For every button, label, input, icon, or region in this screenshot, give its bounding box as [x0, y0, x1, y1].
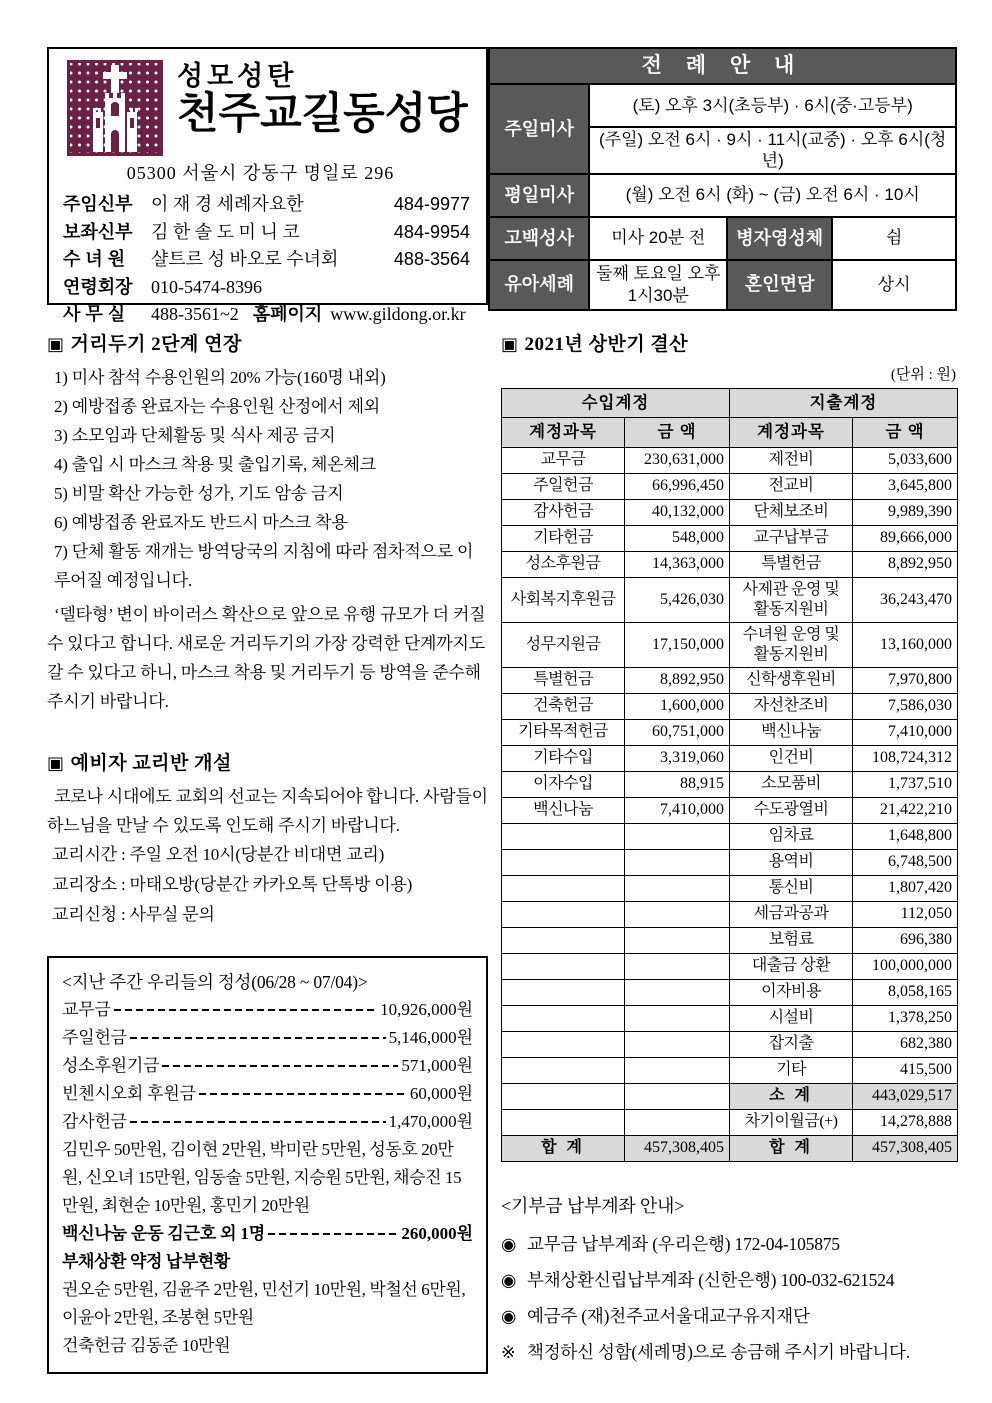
- income-account-cell: 성소후원금: [502, 551, 625, 577]
- sunday-mass-label: 주일미사: [489, 84, 589, 174]
- expense-account-cell: 제전비: [729, 447, 852, 473]
- income-account-cell: 성무지원금: [502, 622, 625, 667]
- section-catechism: [47, 748, 488, 930]
- contact-value: www.gildong.or.kr: [330, 304, 466, 324]
- contact-phone: 488-3564: [393, 249, 470, 269]
- marriage-interview-value: 상시: [832, 260, 956, 310]
- donation-vaccine-label: 백신나눔 운동 김근호 외 1명: [62, 1223, 265, 1243]
- unit-note: (단위 : 원): [890, 366, 956, 383]
- income-account-cell: 기타목적헌금: [502, 719, 625, 745]
- income-amount-cell: [625, 1057, 730, 1083]
- finance-row: [502, 771, 958, 797]
- income-account-cell: [502, 1109, 625, 1135]
- expense-amount-cell: 108,724,312: [853, 745, 958, 771]
- weekday-mass-value: (월) 오전 6시 (화) ~ (금) 오전 6시 · 10시: [589, 174, 956, 217]
- content: [47, 329, 957, 1374]
- distancing-item: 1) 미사 참석 수용인원의 20% 가능(160명 내외): [54, 367, 386, 387]
- debt-repayment-names: 권오순 5만원, 김윤주 2만원, 민선기 10만원, 박철선 6만원, 이윤아 2만원, 조봉현 5만원: [62, 1279, 466, 1327]
- sick-communion-label: 병자영성체: [727, 217, 832, 260]
- income-amount-cell: [625, 927, 730, 953]
- income-amount-cell: [625, 979, 730, 1005]
- finance-row: [502, 1031, 958, 1057]
- expense-account-cell: 보험료: [729, 927, 852, 953]
- expense-amount-cell: 13,160,000: [853, 622, 958, 667]
- income-account-cell: 기타헌금: [502, 525, 625, 551]
- donation-label: 감사헌금: [62, 1111, 127, 1131]
- finance-row: [502, 1109, 958, 1135]
- expense-amount-cell: 7,410,000: [853, 719, 958, 745]
- expense-account-cell: 전교비: [729, 473, 852, 499]
- account-line: [501, 1298, 958, 1334]
- catechism-detail: 교리시간 : 주일 오전 10시(당분간 비대면 교리): [52, 844, 385, 864]
- expense-amount-cell: 1,737,510: [853, 771, 958, 797]
- contact-value: 488-3561~2: [151, 304, 239, 324]
- church-subtitle: 성모성탄: [177, 61, 298, 91]
- account-line: [501, 1226, 958, 1262]
- church-title-block: [177, 60, 468, 140]
- catechism-detail: 교리신청 : 사무실 문의: [52, 904, 215, 924]
- finance-row: [502, 551, 958, 577]
- left-column: [47, 329, 488, 1374]
- section-title: [47, 329, 488, 356]
- income-account-cell: 합 계: [502, 1135, 625, 1161]
- income-amount-cell: [625, 1109, 730, 1135]
- confession-label: 고백성사: [489, 217, 589, 260]
- expense-amount-cell: 9,989,390: [853, 499, 958, 525]
- expense-account-cell: 신학생후원비: [729, 667, 852, 693]
- expense-account-cell: 차기이월금(+): [729, 1109, 852, 1135]
- income-account-cell: [502, 953, 625, 979]
- account-info: [501, 1192, 958, 1370]
- settlement-title: [501, 329, 958, 356]
- contact-row: [63, 219, 476, 247]
- contact-row: [63, 246, 476, 274]
- expense-amount-cell: 36,243,470: [853, 577, 958, 622]
- finance-row: [502, 823, 958, 849]
- bullet-icon: ◉: [501, 1233, 517, 1254]
- weekday-mass-label: 평일미사: [489, 174, 589, 217]
- catechism-paragraph: 코로나 시대에도 교회의 선교는 지속되어야 합니다. 사람들이 하느님을 만날 수 있도록 인도해 주시기 바랍니다.: [47, 786, 488, 835]
- expense-account-cell: 합 계: [729, 1135, 852, 1161]
- contact-label: 홈페이지: [252, 304, 323, 324]
- expense-account-cell: 교구납부금: [729, 525, 852, 551]
- income-amount-cell: 7,410,000: [625, 797, 730, 823]
- income-amount-cell: [625, 1005, 730, 1031]
- finance-row: [502, 927, 958, 953]
- section-distancing: [47, 329, 488, 716]
- donation-label: 빈첸시오회 후원금: [62, 1083, 196, 1103]
- infant-baptism-value: 둘째 토요일 오후 1시30분: [589, 260, 727, 310]
- expense-amount-cell: 8,058,165: [853, 979, 958, 1005]
- account-line-text: 책정하신 성함(세례명)으로 송금해 주시기 바랍니다.: [527, 1341, 910, 1362]
- marriage-interview-label: 혼인면담: [727, 260, 832, 310]
- expense-account-cell: 시설비: [729, 1005, 852, 1031]
- donation-amount-list: [62, 996, 473, 1136]
- expense-amount-cell: 682,380: [853, 1031, 958, 1057]
- expense-account-cell: 용역비: [729, 849, 852, 875]
- masthead: [47, 47, 957, 324]
- income-account-cell: 이자수입: [502, 771, 625, 797]
- donation-row: [62, 1080, 473, 1108]
- expense-account-cell: 특별헌금: [729, 551, 852, 577]
- income-account-cell: [502, 875, 625, 901]
- income-account-cell: 특별헌금: [502, 667, 625, 693]
- expense-amount-cell: 5,033,600: [853, 447, 958, 473]
- income-amount-cell: 3,319,060: [625, 745, 730, 771]
- bullet-icon: ◉: [501, 1305, 517, 1326]
- income-account-cell: [502, 1031, 625, 1057]
- finance-row: [502, 1005, 958, 1031]
- expense-account-cell: 수녀원 운영 및 활동지원비: [729, 622, 852, 667]
- donation-label: 주일헌금: [62, 1027, 127, 1047]
- contact-label: 보좌신부: [63, 221, 133, 242]
- distancing-item: 7) 단체 활동 재개는 방역당국의 지침에 따라 점차적으로 이루어질 예정입니다.: [54, 541, 474, 590]
- church-title: 천주교길동성당: [177, 90, 468, 139]
- finance-row: [502, 719, 958, 745]
- finance-row: [502, 447, 958, 473]
- church-info-box: [47, 47, 488, 324]
- expense-amount-cell: 112,050: [853, 901, 958, 927]
- finance-row: [502, 875, 958, 901]
- income-amount-cell: 8,892,950: [625, 667, 730, 693]
- expense-account-cell: 자선찬조비: [729, 693, 852, 719]
- finance-row: [502, 499, 958, 525]
- income-amount-cell: 5,426,030: [625, 577, 730, 622]
- expense-account-cell: 단체보조비: [729, 499, 852, 525]
- contact-phone: 484-9977: [393, 194, 470, 214]
- expense-account-cell: 세금과공과: [729, 901, 852, 927]
- income-amount-cell: 14,363,000: [625, 551, 730, 577]
- settlement-table: [501, 388, 958, 1162]
- section-bullet-icon: ▣: [501, 333, 519, 354]
- donation-amount: 571,000원: [401, 1055, 473, 1075]
- finance-row: [502, 667, 958, 693]
- account-line-text: 예금주 (재)천주교서울대교구유지재단: [527, 1305, 810, 1326]
- contact-label: 사 무 실: [63, 304, 126, 324]
- distancing-item: 2) 예방접종 완료자는 수용인원 산정에서 제외: [54, 396, 381, 416]
- expense-account-cell: 수도광열비: [729, 797, 852, 823]
- settlement-column-header: [502, 418, 958, 448]
- donation-amount: 60,000원: [409, 1083, 473, 1103]
- finance-row: [502, 525, 958, 551]
- expense-account-cell: 임차료: [729, 823, 852, 849]
- income-amount-cell: 88,915: [625, 771, 730, 797]
- donation-amount: 1,470,000원: [388, 1111, 473, 1131]
- income-amount-cell: [625, 849, 730, 875]
- finance-row: [502, 693, 958, 719]
- income-group-header: 수입계정: [502, 388, 730, 418]
- finance-row: [502, 745, 958, 771]
- expense-group-header: 지출계정: [729, 388, 957, 418]
- settlement-group-header: [502, 388, 958, 418]
- distancing-item: 3) 소모임과 단체활동 및 식사 제공 금지: [54, 425, 336, 445]
- finance-row: [502, 1057, 958, 1083]
- income-amount-cell: [625, 1083, 730, 1109]
- expense-amount-cell: 1,648,800: [853, 823, 958, 849]
- account-line-list: [501, 1226, 958, 1370]
- income-amount-cell: 457,308,405: [625, 1135, 730, 1161]
- donation-row: [62, 1024, 473, 1052]
- account-line-text: 교무금 납부계좌 (우리은행) 172-04-105875: [527, 1233, 840, 1254]
- income-account-cell: 백신나눔: [502, 797, 625, 823]
- debt-repayment-title: 부채상환 약정 납부현황: [62, 1251, 230, 1271]
- income-amount-cell: [625, 823, 730, 849]
- account-info-title: <기부금 납부계좌 안내>: [501, 1195, 685, 1216]
- bullet-icon: ※: [501, 1341, 516, 1362]
- section-title-text: 2021년 상반기 결산: [524, 333, 689, 355]
- right-column: [501, 329, 958, 1374]
- expense-amount-cell: 100,000,000: [853, 953, 958, 979]
- account-line-text: 부채상환신립납부계좌 (신한은행) 100-032-621524: [527, 1269, 895, 1290]
- finance-row: [502, 577, 958, 622]
- logo-row: [67, 60, 476, 156]
- dash-line-icon: [130, 1121, 386, 1123]
- contact-row: [63, 191, 476, 219]
- section-bullet-icon: ▣: [47, 752, 65, 773]
- dash-line-icon: [114, 1009, 377, 1011]
- finance-row: [502, 901, 958, 927]
- distancing-item-list: [47, 363, 488, 595]
- donation-amount: 5,146,000원: [388, 1027, 473, 1047]
- expense-amount-cell: 6,748,500: [853, 849, 958, 875]
- income-amount-cell: 40,132,000: [625, 499, 730, 525]
- finance-row: [502, 1135, 958, 1161]
- donation-box: [47, 956, 488, 1374]
- finance-row: [502, 849, 958, 875]
- expense-account-cell: 대출금 상환: [729, 953, 852, 979]
- expense-amount-cell: 457,308,405: [853, 1135, 958, 1161]
- infant-baptism-label: 유아세례: [489, 260, 589, 310]
- income-amount-cell: 1,600,000: [625, 693, 730, 719]
- church-logo-icon: [67, 60, 163, 156]
- income-account-cell: 교무금: [502, 447, 625, 473]
- income-amount-cell: [625, 875, 730, 901]
- expense-amount-cell: 14,278,888: [853, 1109, 958, 1135]
- expense-account-cell: 소 계: [729, 1083, 852, 1109]
- income-amount-cell: [625, 953, 730, 979]
- income-account-cell: 기타수입: [502, 745, 625, 771]
- income-account-cell: [502, 1057, 625, 1083]
- bullet-icon: ◉: [501, 1269, 517, 1290]
- income-amount-cell: 17,150,000: [625, 622, 730, 667]
- expense-account-cell: 인건비: [729, 745, 852, 771]
- donation-vaccine-amount: 260,000원: [401, 1223, 473, 1243]
- donation-row: [62, 1108, 473, 1136]
- income-amount-cell: 230,631,000: [625, 447, 730, 473]
- expense-amount-cell: 21,422,210: [853, 797, 958, 823]
- income-amount-header: 금 액: [625, 418, 730, 448]
- contact-row: [63, 301, 476, 329]
- finance-row: [502, 797, 958, 823]
- distancing-paragraph: ‘델타형’ 변이 바이러스 확산으로 앞으로 유행 규모가 더 커질 수 있다고 합니다. 새로운 거리두기의 가장 강력한 단계까지도 갈 수 있다고 하니, 마스크 착용 및 거리두기 등 방역을 준수해 주시기 바랍니다.: [47, 604, 486, 711]
- catechism-detail-list: [47, 840, 488, 930]
- section-title-text: 예비자 교리반 개설: [70, 752, 232, 774]
- finance-row: [502, 622, 958, 667]
- account-line: [501, 1334, 958, 1370]
- contact-phone: 484-9954: [393, 221, 470, 242]
- finance-row: [502, 473, 958, 499]
- contact-row: [63, 274, 476, 302]
- income-account-cell: [502, 849, 625, 875]
- income-account-cell: [502, 901, 625, 927]
- expense-amount-cell: 443,029,517: [853, 1083, 958, 1109]
- donation-vaccine-row: [62, 1220, 473, 1248]
- expense-amount-cell: 8,892,950: [853, 551, 958, 577]
- donation-label: 교무금: [62, 999, 111, 1019]
- expense-account-cell: 통신비: [729, 875, 852, 901]
- sunday-mass-saturday: (토) 오후 3시(초등부) · 6시(중·고등부): [589, 84, 956, 127]
- church-address: 05300 서울시 강동구 명일로 296: [126, 163, 395, 183]
- expense-account-header: 계정과목: [729, 418, 852, 448]
- donation-row: [62, 996, 473, 1024]
- catechism-detail: 교리장소 : 마태오방(당분간 카카오톡 단톡방 이용): [52, 874, 413, 894]
- expense-amount-cell: 1,807,420: [853, 875, 958, 901]
- income-account-cell: [502, 1005, 625, 1031]
- finance-row: [502, 979, 958, 1005]
- mass-schedule-table: [488, 47, 957, 311]
- donation-thanks-names: 김민우 50만원, 김이현 2만원, 박미란 5만원, 성동호 20만원, 신오녀 15만원, 임동술 5만원, 지승원 5만원, 채승진 15만원, 최현순 10만원, 홍민기 20만원: [62, 1139, 462, 1215]
- dash-line-icon: [162, 1065, 398, 1067]
- expense-amount-cell: 1,378,250: [853, 1005, 958, 1031]
- section-bullet-icon: ▣: [47, 333, 65, 354]
- distancing-item: 4) 출입 시 마스크 착용 및 출입기록, 체온체크: [54, 454, 376, 474]
- expense-account-cell: 이자비용: [729, 979, 852, 1005]
- expense-amount-cell: 3,645,800: [853, 473, 958, 499]
- income-account-cell: 사회복지후원금: [502, 577, 625, 622]
- building-donation-line: 건축헌금 김동준 10만원: [62, 1335, 231, 1355]
- income-amount-cell: 60,751,000: [625, 719, 730, 745]
- donation-amount: 10,926,000원: [380, 999, 473, 1019]
- confession-value: 미사 20분 전: [589, 217, 727, 260]
- expense-account-cell: 사제관 운영 및 활동지원비: [729, 577, 852, 622]
- income-amount-cell: [625, 1031, 730, 1057]
- expense-amount-cell: 415,500: [853, 1057, 958, 1083]
- expense-account-cell: 잡지출: [729, 1031, 852, 1057]
- donation-box-title: <지난 주간 우리들의 정성(06/28 ~ 07/04)>: [62, 971, 368, 992]
- contact-label: 연령회장: [63, 276, 133, 297]
- income-account-cell: 주일헌금: [502, 473, 625, 499]
- dash-line-icon: [199, 1093, 407, 1095]
- expense-amount-cell: 7,586,030: [853, 693, 958, 719]
- contact-value: 샬트르 성 바오로 수녀회: [151, 249, 339, 269]
- expense-amount-cell: 696,380: [853, 927, 958, 953]
- distancing-item: 5) 비말 확산 가능한 성가, 기도 암송 금지: [54, 483, 344, 503]
- income-amount-cell: 548,000: [625, 525, 730, 551]
- contact-label: 주임신부: [63, 194, 133, 214]
- mass-table-title: 전 례 안 내: [489, 48, 956, 84]
- expense-account-cell: 백신나눔: [729, 719, 852, 745]
- expense-amount-cell: 7,970,800: [853, 667, 958, 693]
- sunday-mass-sunday: (주일) 오전 6시 · 9시 · 11시(교중) · 오후 6시(청년): [589, 127, 956, 174]
- income-account-cell: 건축헌금: [502, 693, 625, 719]
- distancing-item: 6) 예방접종 완료자도 반드시 마스크 착용: [54, 512, 348, 532]
- income-account-cell: [502, 979, 625, 1005]
- donation-row: [62, 1052, 473, 1080]
- contact-list: [63, 191, 476, 329]
- finance-row: [502, 1083, 958, 1109]
- contact-label: 수 녀 원: [63, 249, 126, 269]
- account-line: [501, 1262, 958, 1298]
- expense-account-cell: 소모품비: [729, 771, 852, 797]
- income-account-header: 계정과목: [502, 418, 625, 448]
- income-account-cell: [502, 1083, 625, 1109]
- expense-amount-header: 금 액: [853, 418, 958, 448]
- finance-row: [502, 953, 958, 979]
- income-account-cell: [502, 927, 625, 953]
- dash-line-icon: [130, 1037, 386, 1039]
- expense-amount-cell: 89,666,000: [853, 525, 958, 551]
- income-amount-cell: 66,996,450: [625, 473, 730, 499]
- income-account-cell: 감사헌금: [502, 499, 625, 525]
- dash-line-icon: [268, 1233, 398, 1235]
- donation-label: 성소후원기금: [62, 1055, 160, 1075]
- income-account-cell: [502, 823, 625, 849]
- section-title: [47, 748, 488, 775]
- income-amount-cell: [625, 901, 730, 927]
- contact-value: 이 재 경 세례자요한: [151, 194, 304, 214]
- section-title-text: 거리두기 2단계 연장: [70, 333, 242, 355]
- contact-value: 김 한 솔 도 미 니 코: [151, 221, 300, 242]
- contact-value: 010-5474-8396: [151, 276, 262, 297]
- sick-communion-value: 쉼: [832, 217, 956, 260]
- expense-account-cell: 기타: [729, 1057, 852, 1083]
